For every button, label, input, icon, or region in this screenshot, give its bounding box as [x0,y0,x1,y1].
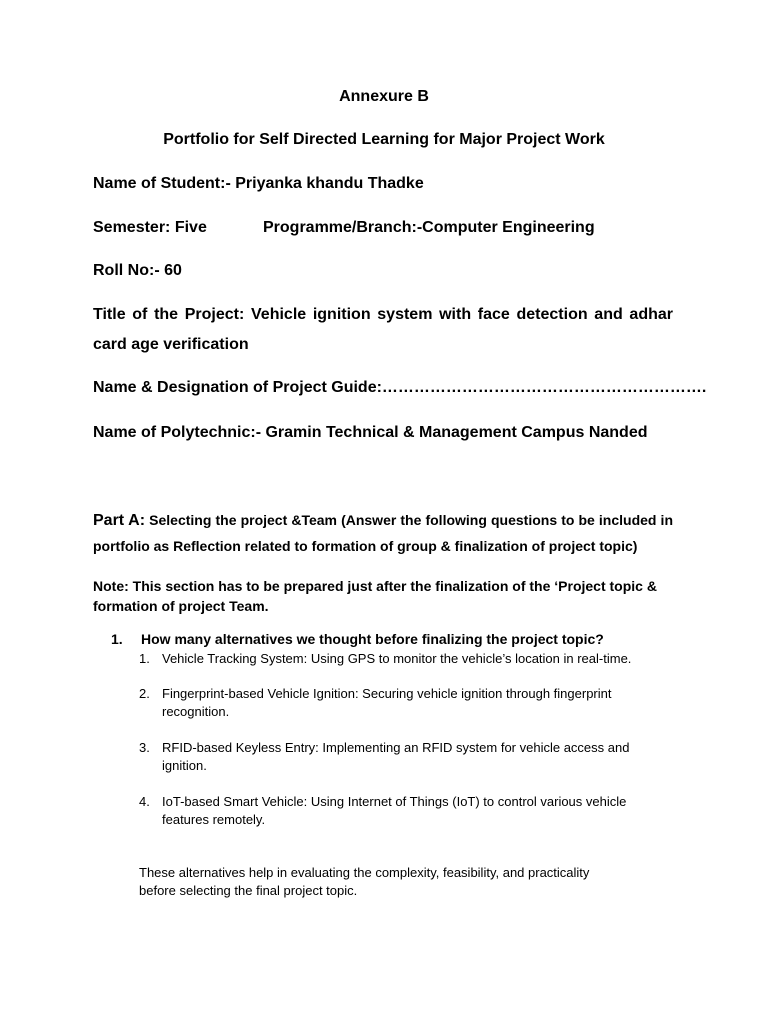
project-title [93,305,673,325]
alternative-number: 4. [139,794,150,809]
page-title: Portfolio for Self Directed Learning for Major Project Work [163,131,605,148]
alternative-number: 1. [139,651,150,666]
alternative-text: RFID-based Keyless Entry: Implementing an RFID system for vehicle access and [162,740,630,755]
part-a-line-2: portfolio as Reflection related to formation of group & finalization of project topic) [93,538,638,554]
question-text: How many alternatives we thought before finalizing the project topic? [141,631,604,647]
project-title-line-1: Title of the Project: Vehicle ignition system with face detection and adhar [93,306,673,323]
summary-line-1: These alternatives help in evaluating the complexity, feasibility, and practicality [139,865,590,880]
question-number: 1. [111,631,123,647]
summary-line-2: before selecting the final project topic. [139,883,358,898]
semester-field: Semester: Five [93,219,207,236]
alternative-text-continued: recognition. [162,704,230,719]
part-a-line-1 [93,510,673,531]
alternative-text: IoT-based Smart Vehicle: Using Internet of Things (IoT) to control various vehicle [162,794,627,809]
polytechnic-name: Name of Polytechnic:- Gramin Technical & Management Campus Nanded [93,424,648,441]
part-a-label: Part A: [93,512,146,529]
note-line-1: Note: This section has to be prepared just after the finalization of the ‘Project topic & [93,578,657,594]
programme-field: Programme/Branch:-Computer Engineering [263,219,595,236]
student-name: Name of Student:- Priyanka khandu Thadke [93,175,424,192]
project-guide: Name & Designation of Project Guide:……………………………………………………. [93,379,707,396]
part-a-intro [93,510,673,531]
note-line-2: formation of project Team. [93,598,269,614]
alternative-text-continued: ignition. [162,758,207,773]
roll-number: Roll No:- 60 [93,262,182,279]
alternative-number: 2. [139,686,150,701]
alternative-text: Fingerprint-based Vehicle Ignition: Securing vehicle ignition through fingerprint [162,686,612,701]
alternative-text-continued: features remotely. [162,812,266,827]
project-title-line-2: card age verification [93,336,249,353]
alternative-text: Vehicle Tracking System: Using GPS to monitor the vehicle’s location in real-time. [162,651,632,666]
annexure-label: Annexure B [339,88,429,105]
alternative-number: 3. [139,740,150,755]
part-a-text-line-1: Selecting the project &Team (Answer the following questions to be included in [149,512,674,528]
